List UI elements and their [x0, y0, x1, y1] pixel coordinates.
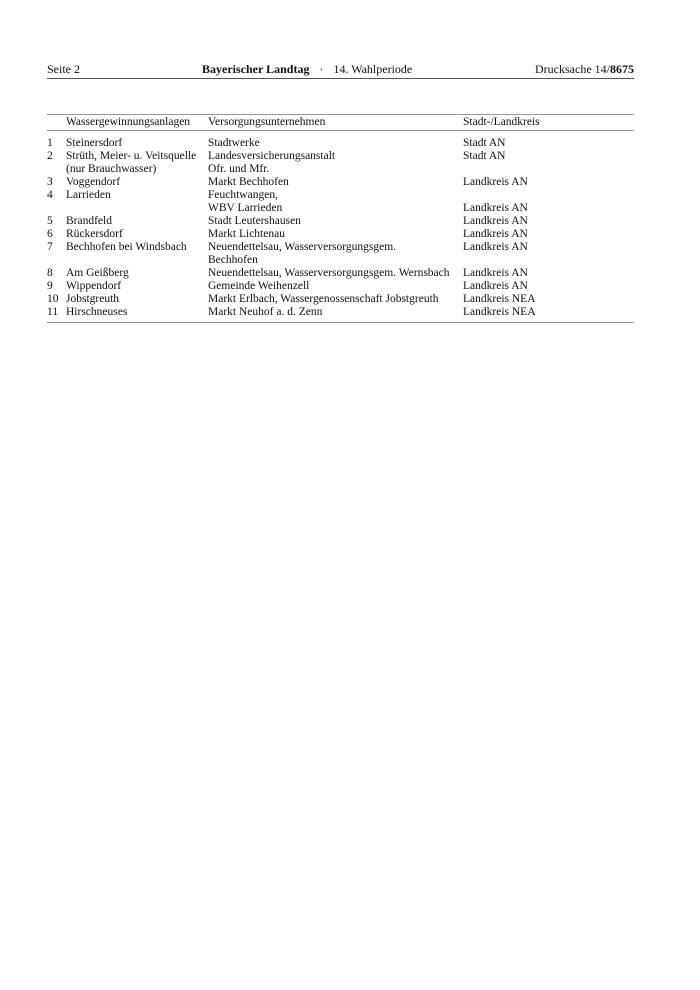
table-row — [47, 189, 634, 202]
table-row — [47, 254, 634, 267]
row-number: 7 — [47, 241, 53, 253]
supplier-name: Feuchtwangen, — [208, 189, 278, 201]
facility-name: Rückersdorf — [66, 228, 123, 240]
document-page — [47, 60, 634, 318]
doc-prefix: Drucksache 14/ — [535, 62, 610, 76]
row-number — [47, 202, 66, 215]
row-number — [47, 254, 66, 267]
facility-name: Voggendorf — [66, 176, 121, 188]
district-name — [463, 163, 634, 176]
table-body — [47, 131, 634, 323]
table-row — [47, 228, 634, 241]
supplier-name: Ofr. und Mfr. — [208, 163, 270, 175]
table-row — [47, 267, 634, 280]
district-name — [463, 189, 634, 202]
legislative-period: 14. Wahlperiode — [333, 62, 413, 76]
table-row — [47, 241, 634, 254]
facility-name — [66, 202, 208, 215]
facility-name: Hirschneuses — [66, 306, 208, 323]
supplier-name: Markt Lichtenau — [208, 228, 285, 240]
table-row — [47, 215, 634, 228]
row-number: 1 — [47, 137, 53, 149]
facility-name: (nur Brauchwasser) — [66, 163, 157, 175]
supplier-name: Stadt Leutershausen — [208, 215, 301, 227]
row-number: 3 — [47, 176, 53, 188]
table-header-row — [47, 115, 634, 131]
row-number: 8 — [47, 267, 53, 279]
facility-name: Bechhofen bei Windsbach — [66, 241, 187, 253]
supplier-name: Markt Bechhofen — [208, 176, 289, 188]
publication-line — [202, 60, 412, 78]
district-name — [463, 254, 634, 267]
district-name: Landkreis NEA — [463, 306, 634, 323]
facility-name: Brandfeld — [66, 215, 112, 227]
table-row — [47, 202, 634, 215]
row-number: 11 — [47, 306, 66, 323]
district-name: Landkreis AN — [463, 215, 528, 227]
column-header-suppliers: Versorgungsunternehmen — [208, 115, 463, 131]
district-name: Landkreis NEA — [463, 293, 536, 305]
facility-name: Strüth, Meier- u. Veitsquelle — [66, 150, 197, 162]
supplier-name: WBV Larrieden — [208, 202, 283, 214]
district-name: Landkreis AN — [463, 228, 528, 240]
district-name: Landkreis AN — [463, 176, 528, 188]
column-header-number — [47, 115, 66, 131]
table-row — [47, 131, 634, 151]
supplier-name: Neuendettelsau, Wasserversorgungsgem. — [208, 241, 397, 253]
row-number: 2 — [47, 150, 53, 162]
publication-title: Bayerischer Landtag — [202, 62, 310, 76]
facility-name: Jobstgreuth — [66, 293, 120, 305]
facility-name: Wippendorf — [66, 280, 122, 292]
row-number: 10 — [47, 293, 59, 305]
row-number: 9 — [47, 280, 53, 292]
row-number: 4 — [47, 189, 53, 201]
page-number: Seite 2 — [47, 62, 80, 76]
supplier-name: Bechhofen — [208, 254, 258, 266]
supplier-name: Stadtwerke — [208, 137, 260, 149]
row-number: 5 — [47, 215, 53, 227]
table-row — [47, 176, 634, 189]
facility-name: Larrieden — [66, 189, 111, 201]
row-number — [47, 163, 66, 176]
facility-name: Am Geißberg — [66, 267, 129, 279]
district-name: Landkreis AN — [463, 202, 528, 214]
table-row — [47, 306, 634, 323]
column-header-facilities: Wassergewinnungsanlagen — [66, 115, 208, 131]
district-name: Stadt AN — [463, 137, 506, 149]
column-header-district: Stadt-/Landkreis — [463, 115, 634, 131]
document-number — [535, 60, 634, 78]
header-separator: · — [319, 62, 324, 76]
supplier-name: Markt Erlbach, Wassergenossenschaft Jobstgreuth — [208, 293, 439, 305]
facility-name: Steinersdorf — [66, 137, 123, 149]
table-row — [47, 293, 634, 306]
row-number: 6 — [47, 228, 53, 240]
district-name: Landkreis AN — [463, 280, 528, 292]
page-header — [47, 60, 634, 79]
doc-number: 8675 — [610, 62, 634, 76]
supplier-name: Gemeinde Weihenzell — [208, 280, 310, 292]
water-facilities-table — [47, 114, 634, 323]
district-name: Landkreis AN — [463, 267, 528, 279]
table-row — [47, 163, 634, 176]
supplier-name: Landesversicherungsanstalt — [208, 150, 336, 162]
facility-name — [66, 254, 208, 267]
supplier-name: Neuendettelsau, Wasserversorgungsgem. Wernsbach — [208, 267, 450, 279]
district-name: Stadt AN — [463, 150, 506, 162]
table-row — [47, 280, 634, 293]
table-row — [47, 150, 634, 163]
supplier-name: Markt Neuhof a. d. Zenn — [208, 306, 463, 323]
district-name: Landkreis AN — [463, 241, 528, 253]
